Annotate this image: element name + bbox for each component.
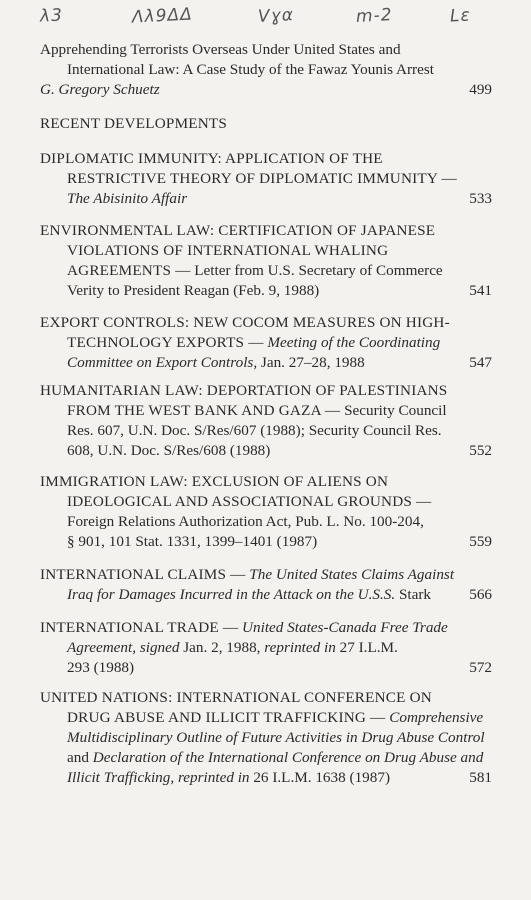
entry-heading-line: INTERNATIONAL TRADE —	[40, 619, 239, 636]
article-title-line: International Law: A Case Study of the Fawaz Younis Arrest	[67, 61, 434, 78]
entry-citation: Iraq for Damages Incurred in the Attack on the U.S.S.	[67, 586, 396, 603]
handwritten-margin-notes	[30, 4, 510, 32]
entry-heading-line: VIOLATIONS OF INTERNATIONAL WHALING	[67, 242, 389, 259]
entry-citation: Stark	[398, 586, 432, 603]
entry-citation: 608, U.N. Doc. S/Res/608 (1988)	[67, 442, 271, 459]
entry-citation: Jan. 2, 1988,	[183, 639, 261, 656]
entry-citation: 293 (1988)	[67, 659, 135, 676]
margin-note: λ3	[39, 5, 64, 27]
page-number: 572	[469, 659, 492, 676]
entry-citation: Verity to President Reagan (Feb. 9, 1988)	[67, 282, 320, 299]
page-number: 581	[469, 769, 492, 786]
toc-entry-immigration-law	[40, 472, 492, 552]
entry-heading-line: UNITED NATIONS: INTERNATIONAL CONFERENCE ON	[40, 689, 432, 706]
entry-citation: Meeting of the Coordinating	[267, 334, 441, 351]
page-number: 559	[469, 533, 492, 550]
page-number: 541	[469, 282, 492, 299]
entry-citation: Illicit Trafficking,	[67, 769, 175, 786]
entry-citation: reprinted in	[264, 639, 336, 656]
entry-citation: and	[67, 749, 89, 766]
entry-heading-line: DIPLOMATIC IMMUNITY: APPLICATION OF THE	[40, 150, 383, 167]
toc-entry-humanitarian-law	[40, 381, 492, 461]
entry-citation: Letter from U.S. Secretary of Commerce	[194, 262, 443, 279]
section-heading: RECENT DEVELOPMENTS	[40, 115, 228, 132]
entry-citation: Security Council	[344, 402, 447, 419]
margin-note: Λλ9ΔΔ	[131, 4, 194, 28]
page-number: 533	[469, 190, 492, 207]
entry-citation: United States-Canada Free Trade	[242, 619, 448, 636]
toc-entry-international-trade	[40, 618, 492, 678]
article-title-line: Apprehending Terrorists Overseas Under United States and	[40, 41, 401, 58]
entry-heading-line: RESTRICTIVE THEORY OF DIPLOMATIC IMMUNITY —	[67, 170, 457, 187]
toc-entry-united-nations	[40, 688, 492, 788]
entry-heading-line: ENVIRONMENTAL LAW: CERTIFICATION OF JAPANESE	[40, 222, 436, 239]
page-number: 547	[469, 354, 492, 371]
margin-note: Lε	[449, 5, 472, 27]
entry-citation: Committee on Export Controls	[67, 354, 254, 371]
entry-citation: Comprehensive	[389, 709, 484, 726]
entry-citation: Foreign Relations Authorization Act, Pub. L. No. 100-204,	[67, 513, 424, 530]
entry-heading-line: IMMIGRATION LAW: EXCLUSION OF ALIENS ON	[40, 473, 389, 490]
entry-citation: § 901, 101 Stat. 1331, 1399–1401 (1987)	[67, 533, 318, 550]
toc-entry-international-claims	[40, 565, 492, 605]
toc-entry-diplomatic-immunity	[40, 149, 492, 209]
article-author: G. Gregory Schuetz	[40, 81, 160, 98]
entry-heading-line: TECHNOLOGY EXPORTS —	[67, 334, 264, 351]
entry-citation: , Jan. 27–28, 1988	[253, 354, 365, 371]
entry-heading-line: AGREEMENTS —	[67, 262, 191, 279]
entry-heading-line: FROM THE WEST BANK AND GAZA —	[67, 402, 341, 419]
entry-citation: The United States Claims Against	[249, 566, 455, 583]
page-number: 552	[469, 442, 492, 459]
entry-citation: 27 I.L.M.	[339, 639, 398, 656]
page-number: 566	[469, 586, 492, 603]
entry-citation: The Abisinito Affair	[67, 190, 188, 207]
toc-entry-environmental-law	[40, 221, 492, 301]
entry-heading-line: DRUG ABUSE AND ILLICIT TRAFFICKING —	[67, 709, 386, 726]
entry-citation: Declaration of the International Conference on Drug Abuse and	[92, 749, 484, 766]
page-number: 499	[469, 81, 492, 98]
entry-heading-line: EXPORT CONTROLS: NEW COCOM MEASURES ON HIGH-	[40, 314, 450, 331]
margin-note: m-2	[355, 5, 394, 27]
toc-article-entry	[40, 40, 492, 100]
toc-entry-export-controls	[40, 313, 492, 373]
entry-citation: Multidisciplinary Outline of Future Activities in Drug Abuse Control	[67, 729, 485, 746]
entry-citation: Res. 607, U.N. Doc. S/Res/607 (1988); Security Council Res.	[67, 422, 442, 439]
margin-note: Vɣα	[257, 5, 295, 27]
entry-heading-line: IDEOLOGICAL AND ASSOCIATIONAL GROUNDS —	[67, 493, 432, 510]
entry-citation: 26 I.L.M. 1638 (1987)	[253, 769, 391, 786]
entry-citation: reprinted in	[177, 769, 250, 786]
entry-heading-line: INTERNATIONAL CLAIMS —	[40, 566, 246, 583]
entry-heading-line: HUMANITARIAN LAW: DEPORTATION OF PALESTINIANS	[40, 382, 448, 399]
entry-citation: Agreement, signed	[67, 639, 180, 656]
